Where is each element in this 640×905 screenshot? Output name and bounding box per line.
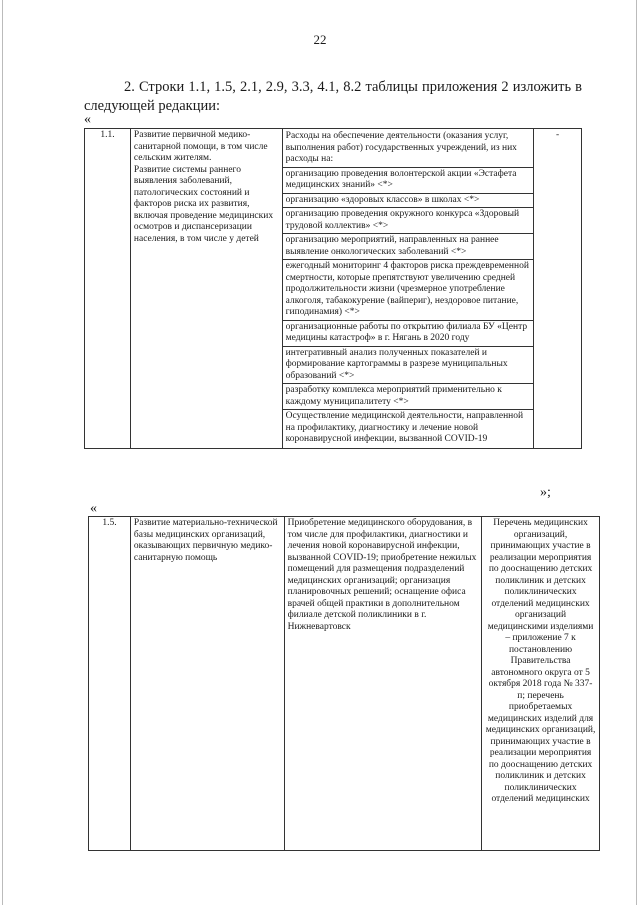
expense-item: организационные работы по открытию филиала БУ «Центр медицины катастроф» в г. Нягань в 2020 году xyxy=(283,321,533,347)
table-row-1-1 xyxy=(84,128,582,449)
opening-quote: « xyxy=(90,501,97,516)
event-name-cell xyxy=(130,129,282,449)
content-cell: Приобретение медицинского оборудования, в том числе для профилактики, диагностики и лечения новой коронавирусной инфекции, вызванной COVID-19; приобретение нежилых помещений для размещения подразделений медицинских организаций; организация планировочных решений; оснащение офиса врачей общей практики в дополнительном филиале детской поликлиники в г. Нижневартовск xyxy=(284,517,482,851)
expense-item: организацию «здоровых классов» в школах <*> xyxy=(283,194,533,209)
page-edge-left xyxy=(2,0,3,905)
note-cell: Перечень медицинских организаций, принимающих участие в реализации мероприятия по дооснащению детских поликлиник и детских поликлинических отделений медицинских организаций медицинскими изделиями – приложение 7 к постановлению Правительства автономного округа от 5 октября 2018 года № 337-п; перечень приобретаемых медицинских изделий для медицинских организаций, принимающих участие в реализации мероприятия по дооснащению детских поликлиник и детских поликлинических отделений медицинских xyxy=(482,517,600,851)
row-number: 1.1. xyxy=(85,129,131,449)
intro-paragraph: 2. Строки 1.1, 1.5, 2.1, 2.9, 3.3, 4.1, 8.2 таблицы приложения 2 изложить в следующей редакции: xyxy=(84,79,582,114)
expense-item: Осуществление медицинской деятельности, направленной на профилактику, диагностику и лечение новой коронавирусной инфекции, вызванной COVID-19 xyxy=(285,411,524,444)
expense-item: организацию проведения окружного конкурса «Здоровый трудовой коллектив» <*> xyxy=(283,208,533,234)
row-number: 1.5. xyxy=(89,517,131,851)
expense-item: ежегодный мониторинг 4 факторов риска преждевременной смертности, которые препятствуют увеличению средней продолжительности жизни (чрезмерное употребление алкоголя, табакокурение (вайпериг), нездоровое питание, гиподинамия) <*> xyxy=(283,260,533,321)
expense-item: организацию проведения волонтерской акции «Эстафета медицинских знаний» <*> xyxy=(283,168,533,194)
page-edge-right xyxy=(636,0,637,905)
expense-item: интегративный анализ полученных показателей и формирование картограммы в разрезе муниципальных образований <*> xyxy=(283,347,533,385)
expense-item: организацию мероприятий, направленных на раннее выявление онкологических заболеваний <*> xyxy=(283,234,533,260)
expense-items-cell xyxy=(282,129,533,449)
event-name-line: Развитие системы раннего выявления заболеваний, патологических состояний и факторов риска их развития, включая проведение медицинских осмотров и диспансеризации населения, в том числе у детей xyxy=(133,164,274,244)
expense-item: Расходы на обеспечение деятельности (оказания услуг, выполнения работ) государственных учреждений, из них расходы на: xyxy=(283,130,533,168)
table-row-1-5 xyxy=(88,516,600,851)
event-name-line: Развитие первичной медико-санитарной помощи, в том числе сельским жителям. xyxy=(133,130,268,163)
expense-item: разработку комплекса мероприятий применительно к каждому муниципалитету <*> xyxy=(283,384,533,410)
event-name-cell: Развитие материально-технической базы медицинских организаций, оказывающих первичную медико-санитарную помощь xyxy=(130,517,284,851)
page-number: 22 xyxy=(313,32,327,47)
note-cell: - xyxy=(534,129,582,449)
opening-quote: « xyxy=(84,112,91,127)
closing-quote: »; xyxy=(540,485,551,500)
